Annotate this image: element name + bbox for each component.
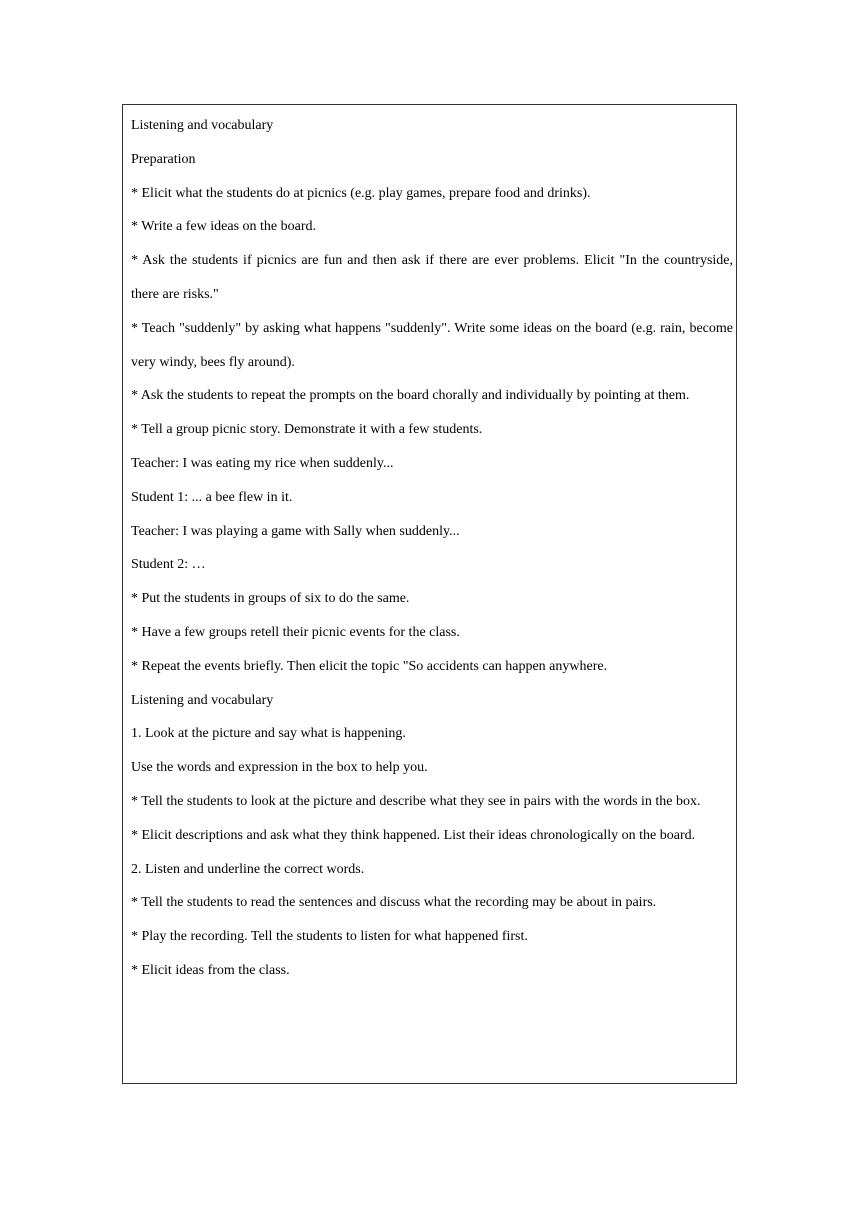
exercise-heading: 2. Listen and underline the correct words.: [131, 861, 365, 877]
section-heading: Listening and vocabulary: [131, 118, 274, 133]
instruction-line: * Repeat the events briefly. Then elicit the topic "So accidents can happen anywhere.: [131, 658, 608, 674]
instruction-line: * Tell a group picnic story. Demonstrate it with a few students.: [131, 422, 483, 438]
instruction-line: * Put the students in groups of six to do the same.: [131, 591, 410, 607]
dialogue-line: Student 1: ... a bee flew in it.: [131, 489, 293, 505]
instruction-line: * Have a few groups retell their picnic events for the class.: [131, 624, 460, 640]
instruction-line: * Elicit descriptions and ask what they think happened. List their ideas chronologically on the board.: [131, 827, 696, 843]
subsection-heading: Preparation: [131, 151, 196, 167]
instruction-line: * Teach "suddenly" by asking what happens "suddenly". Write some ideas on the board (e.g. rain, become very windy, bees fly around).: [131, 320, 733, 370]
instruction-line: * Tell the students to look at the picture and describe what they see in pairs with the words in the box.: [131, 793, 701, 809]
section-heading: Listening and vocabulary: [131, 692, 274, 708]
instruction-line: * Play the recording. Tell the students to listen for what happened first.: [131, 929, 528, 945]
lesson-plan-box: [122, 104, 737, 1084]
dialogue-line: Teacher: I was playing a game with Sally when suddenly...: [131, 523, 460, 539]
instruction-line: * Ask the students if picnics are fun and then ask if there are ever problems. Elicit "In the countryside, there are risks.": [131, 253, 733, 302]
dialogue-line: Teacher: I was eating my rice when suddenly...: [131, 455, 394, 471]
instruction-line: * Elicit what the students do at picnics (e.g. play games, prepare food and drinks).: [131, 185, 591, 201]
instruction-line: * Elicit ideas from the class.: [131, 962, 290, 978]
instruction-line: * Write a few ideas on the board.: [131, 219, 317, 235]
lesson-plan-content: [131, 109, 733, 988]
instruction-line: * Ask the students to repeat the prompts on the board chorally and individually by pointing at them.: [131, 388, 690, 404]
exercise-heading: 1. Look at the picture and say what is happening.: [131, 726, 406, 742]
dialogue-line: Student 2: …: [131, 557, 206, 573]
exercise-subtext: Use the words and expression in the box to help you.: [131, 760, 428, 776]
instruction-line: * Tell the students to read the sentences and discuss what the recording may be about in pairs.: [131, 895, 657, 911]
